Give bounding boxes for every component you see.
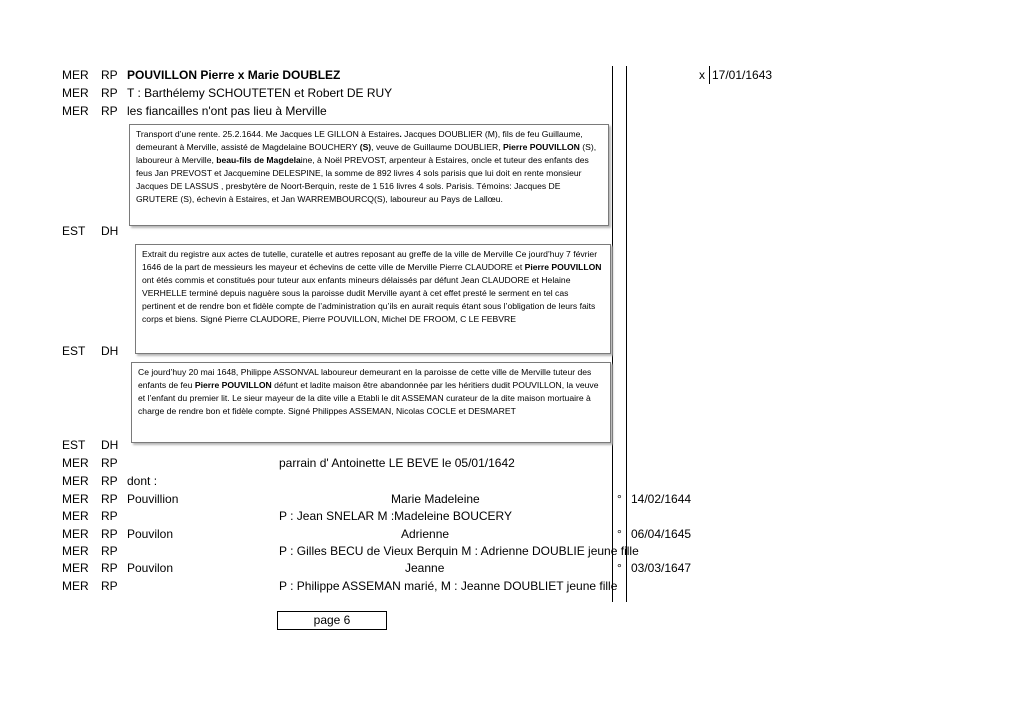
register-row (0, 102, 1024, 120)
note-text: ont étés commis et constitués pour tuteur aux enfants mineurs délaissés par défunt Jean CLAUDORE et Helaine VERHELLE terminé depuis naguère sous la paroisse dudit Merville ayant à cet effet presté le serment en tel cas pertinent et de rendre bon et fidèle compte de l’administration qu’ils en aurait requis étant sous l’obligation de leurs faits corps et biens. Signé Pierre CLAUDORE, Pierre POUVILLON, Michel DE FROOM, C LE FEBVRE (142, 275, 596, 325)
record-type: RP (101, 104, 118, 118)
record-type: RP (101, 544, 118, 558)
note-text: (S), laboureur à Merville, (136, 142, 597, 166)
godparents: P : Gilles BECU de Vieux Berquin M : Adrienne DOUBLIE jeune fille (279, 544, 639, 558)
note-text-bold: Pierre POUVILLON (524, 262, 602, 273)
register-row (0, 84, 1024, 102)
event-date: 14/02/1644 (631, 492, 692, 506)
register-row (0, 525, 1024, 543)
register-row (0, 507, 1024, 525)
source-code: EST (62, 438, 86, 452)
record-type: RP (101, 561, 118, 575)
note-text-bold: Pierre POUVILLON (503, 142, 580, 153)
event-mark: ° (617, 492, 622, 506)
note-text-bold: Pierre POUVILLON (194, 380, 272, 391)
source-code: MER (62, 527, 89, 541)
source-code: MER (62, 456, 89, 470)
source-code: MER (62, 86, 89, 100)
entry-text: T : Barthélemy SCHOUTETEN et Robert DE RUY (127, 86, 393, 100)
event-mark: x (699, 68, 705, 82)
register-row (0, 542, 1024, 560)
record-type: RP (101, 86, 118, 100)
event-mark: ° (617, 527, 622, 541)
page-number: page 6 (313, 613, 351, 627)
child-given-name: Marie Madeleine (391, 492, 480, 506)
event-date: 03/03/1647 (631, 561, 692, 575)
transcription-note (131, 362, 611, 443)
source-code: MER (62, 561, 89, 575)
record-type: RP (101, 579, 118, 593)
event-date: 17/01/1643 (712, 68, 773, 82)
entry-heading: POUVILLON Pierre x Marie DOUBLEZ (127, 68, 341, 82)
register-row (0, 454, 1024, 472)
note-text-bold: beau-fils de Magdela (216, 155, 301, 166)
child-surname: Pouvillion (127, 492, 179, 506)
source-code: MER (62, 509, 89, 523)
source-code: EST (62, 344, 86, 358)
note-text: Ce jourd’huy 20 mai 1648, Philippe ASSONVAL laboureur demeurant en la paroisse de cette ville de Merville tuteur des enfants de feu (138, 367, 592, 391)
record-type: RP (101, 492, 118, 506)
note-text: défunt et ladite maison être abandonnée par les héritiers dudit POUVILLON, la veuve et l’enfant du premier lit. Le sieur mayeur de la dite ville a Etabli le dit ASSEMAN curateur de la dite maison mortuaire à charge de rendre bon et fidèle compte. Signé Philippes ASSEMAN, Nicolas COCLE et DESMARET (138, 380, 599, 417)
note-text: ine, à Noël PREVOST, arpenteur à Estaires, oncle et tuteur des enfants des feus Jan PREVOST et Jacquemine DELESPINE, la somme de 892 livres 4 sols parisis que lui doit en rente monsieur Jacques DE LASSUS , presbytère de Noort-Berquin, reste de 1 516 livres 4 sols. Parisis. Témoins: Jacques DE GRUTERE (S), échevin à Estaires, et Jan WARREMBOURCQ(S), laboureur au Pays de Lallœu. (136, 155, 589, 205)
record-type: RP (101, 509, 118, 523)
entry-text: dont : (127, 474, 158, 488)
register-row (0, 222, 1024, 240)
entry-text: les fiancailles n'ont pas lieu à Merville (127, 104, 327, 118)
record-type: RP (101, 456, 118, 470)
register-row (0, 436, 1024, 454)
event-date: 06/04/1645 (631, 527, 692, 541)
transcription-note (129, 124, 609, 226)
note-text: Transport d’une rente. 25.2.1644. Me Jacques LE GILLON à Estaires (136, 129, 400, 139)
source-code: EST (62, 224, 86, 238)
source-code: MER (62, 104, 89, 118)
child-given-name: Adrienne (401, 527, 450, 541)
source-code: MER (62, 492, 89, 506)
record-type: RP (101, 68, 118, 82)
record-type: DH (101, 438, 119, 452)
source-code: MER (62, 68, 89, 82)
register-row (0, 472, 1024, 490)
note-text: Extrait du registre aux actes de tutelle, curatelle et autres reposant au greffe de la ville de Merville Ce jourd’huy 7 février 1646 de la part de messieurs les mayeur et échevins de cette ville de Merville Pierre CLAUDORE et (142, 249, 598, 273)
register-row (0, 559, 1024, 577)
child-given-name: Jeanne (405, 561, 445, 575)
register-row (0, 66, 1024, 84)
note-text-bold: . (399, 129, 405, 139)
register-row (0, 490, 1024, 508)
note-text-bold: (S) (359, 142, 372, 153)
godparents: P : Philippe ASSEMAN marié, M : Jeanne DOUBLIET jeune fille (279, 579, 618, 593)
event-mark: ° (617, 561, 622, 575)
register-row (0, 577, 1024, 595)
page-number-box (277, 611, 387, 630)
record-type: RP (101, 527, 118, 541)
note-text: Jacques DOUBLIER (M), fils de feu Guillaume, demeurant à Merville, assisté de Magdelaine BOUCHERY (136, 129, 583, 153)
transcription-note (135, 244, 611, 354)
record-type: DH (101, 224, 119, 238)
child-surname: Pouvilon (127, 527, 174, 541)
record-type: RP (101, 474, 118, 488)
child-surname: Pouvilon (127, 561, 174, 575)
record-type: DH (101, 344, 119, 358)
source-code: MER (62, 544, 89, 558)
entry-text: parrain d' Antoinette LE BEVE le 05/01/1642 (279, 456, 515, 470)
godparents: P : Jean SNELAR M :Madeleine BOUCERY (279, 509, 512, 523)
source-code: MER (62, 579, 89, 593)
register-row (0, 342, 1024, 360)
source-code: MER (62, 474, 89, 488)
note-text: , veuve de Guillaume DOUBLIER, (371, 142, 503, 153)
